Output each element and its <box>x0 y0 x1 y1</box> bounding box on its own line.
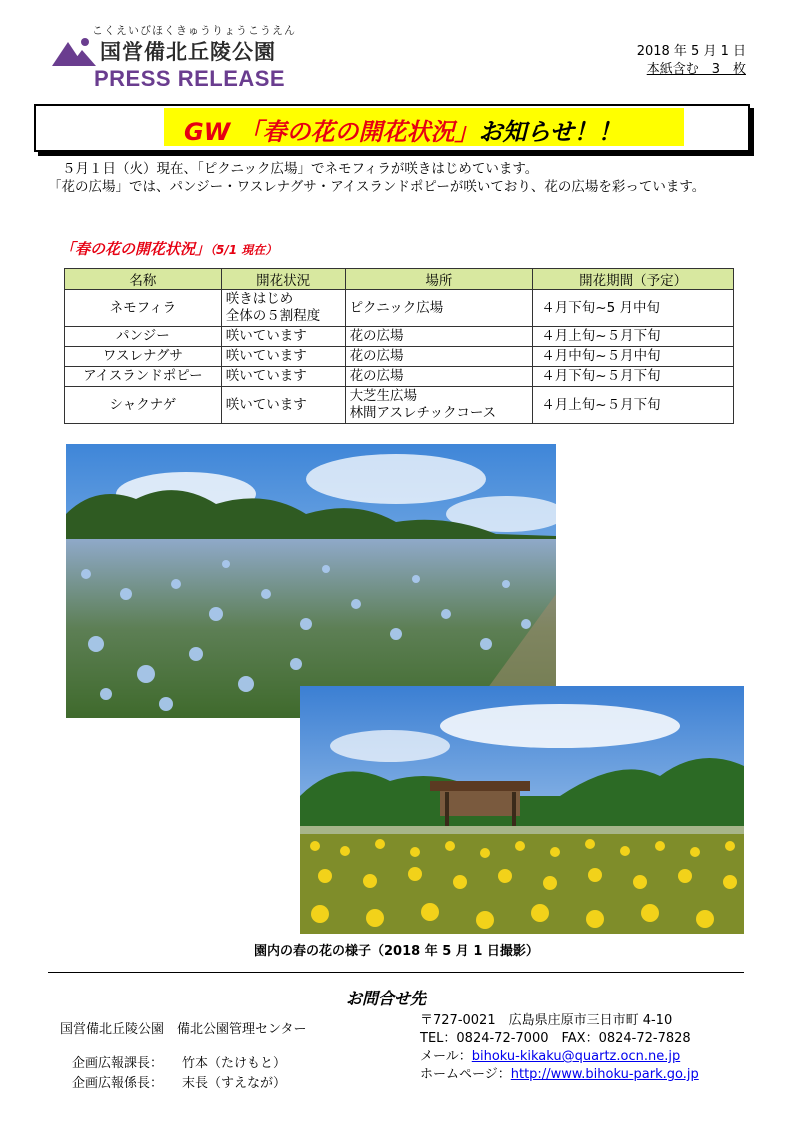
email-label: メール： <box>420 1049 472 1064</box>
email-line <box>420 1048 699 1066</box>
logo-ruby: こくえいびほくきゅうりょうこうえん <box>92 24 296 37</box>
status-date-note: （5/1 現在） <box>210 243 278 257</box>
table-row <box>65 327 734 347</box>
bloom-status <box>221 290 345 327</box>
person-name: 竹本（たけもと） <box>182 1056 287 1071</box>
location: ピクニック広場 <box>345 290 533 327</box>
column-header: 開花期間（予定） <box>533 269 734 290</box>
page-title <box>184 112 622 147</box>
location-line: 林間アスレチックコース <box>349 405 497 421</box>
bloom-status-table <box>64 268 734 424</box>
title-main: 春の花の開花状況 <box>262 118 455 146</box>
photo-caption: 園内の春の花の様子（2018 年 5 月 1 日撮影） <box>254 944 539 959</box>
flower-name: アイスランドポピー <box>65 367 222 387</box>
title-prefix: GW 「 <box>184 118 263 146</box>
contact-person-1 <box>72 1052 286 1071</box>
phone-fax: TEL：0824-72-7000 FAX：0824-72-7828 <box>420 1031 691 1046</box>
address: 〒727-0021 広島県庄原市三日市町 4-10 <box>420 1013 673 1028</box>
logo-name: 国営備北丘陵公園 <box>100 40 276 64</box>
location <box>345 387 533 424</box>
email-link[interactable]: bihoku-kikaku@quartz.ocn.ne.jp <box>471 1049 681 1064</box>
bloom-status: 咲いています <box>221 367 345 387</box>
flower-name: シャクナゲ <box>65 387 222 424</box>
flower-name: ワスレナグサ <box>65 347 222 367</box>
nemophila-photo-image <box>66 444 556 718</box>
table-row <box>65 367 734 387</box>
bloom-period: ４月中旬~５月中旬 <box>533 347 734 367</box>
bloom-period: ４月下旬~5 月中旬 <box>533 290 734 327</box>
flower-name: ネモフィラ <box>65 290 222 327</box>
bloom-status: 咲いています <box>221 347 345 367</box>
location-line: 大芝生広場 <box>349 388 418 404</box>
bloom-period: ４月下旬~５月下旬 <box>533 367 734 387</box>
role-label: 企画広報係長： <box>72 1076 164 1091</box>
table-row <box>65 347 734 367</box>
location: 花の広場 <box>345 347 533 367</box>
contact-person-2 <box>72 1072 286 1091</box>
status-heading <box>60 238 277 259</box>
contact-organization: 国営備北丘陵公園 備北公園管理センター <box>60 1022 307 1037</box>
flower-plaza-photo <box>300 686 744 934</box>
bloom-status: 咲いています <box>221 327 345 347</box>
flower-plaza-photo-image <box>300 686 744 934</box>
role-label: 企画広報課長： <box>72 1056 164 1071</box>
bloom-status-line: 全体の５割程度 <box>225 308 321 324</box>
table-header-row <box>65 269 734 290</box>
intro-line-2: 「花の広場」では、パンジー・ワスレナグサ・アイスランドポピーが咲いており、花の広場を彩っています。 <box>48 179 706 195</box>
intro-line-1: ５月１日（火）現在、「ピクニック広場」でネモフィラが咲きはじめています。 <box>62 161 539 177</box>
table-row <box>65 387 734 424</box>
bloom-period: ４月上旬~５月下旬 <box>533 387 734 424</box>
flower-name: パンジー <box>65 327 222 347</box>
release-date: 2018 年 5 月 1 日 <box>636 44 746 59</box>
title-suffix: お知らせ！！ <box>478 118 622 146</box>
person-name: 末長（すえなが） <box>182 1076 287 1091</box>
title-close: 」 <box>454 118 479 146</box>
bloom-period: ４月上旬~５月下旬 <box>533 327 734 347</box>
intro-text <box>48 160 758 196</box>
website-label: ホームページ： <box>420 1067 511 1082</box>
column-header: 開花状況 <box>221 269 345 290</box>
bloom-status-line: 咲きはじめ <box>225 291 294 307</box>
website-line <box>420 1066 699 1084</box>
contact-title: お問合せ先 <box>346 989 427 1008</box>
column-header: 名称 <box>65 269 222 290</box>
title-box <box>34 104 750 152</box>
location: 花の広場 <box>345 327 533 347</box>
location: 花の広場 <box>345 367 533 387</box>
website-link[interactable]: http://www.bihoku-park.go.jp <box>510 1067 699 1082</box>
press-release-label: PRESS RELEASE <box>94 66 286 91</box>
contact-details <box>420 1012 699 1084</box>
mountain-logo-icon <box>52 36 96 66</box>
nemophila-photo <box>66 444 556 718</box>
column-header: 場所 <box>345 269 533 290</box>
page-count: 本紙含む 3 枚 <box>646 62 746 77</box>
status-heading-text: 「春の花の開花状況」 <box>60 240 211 258</box>
bloom-status: 咲いています <box>221 387 345 424</box>
divider <box>48 972 744 973</box>
table-row <box>65 290 734 327</box>
